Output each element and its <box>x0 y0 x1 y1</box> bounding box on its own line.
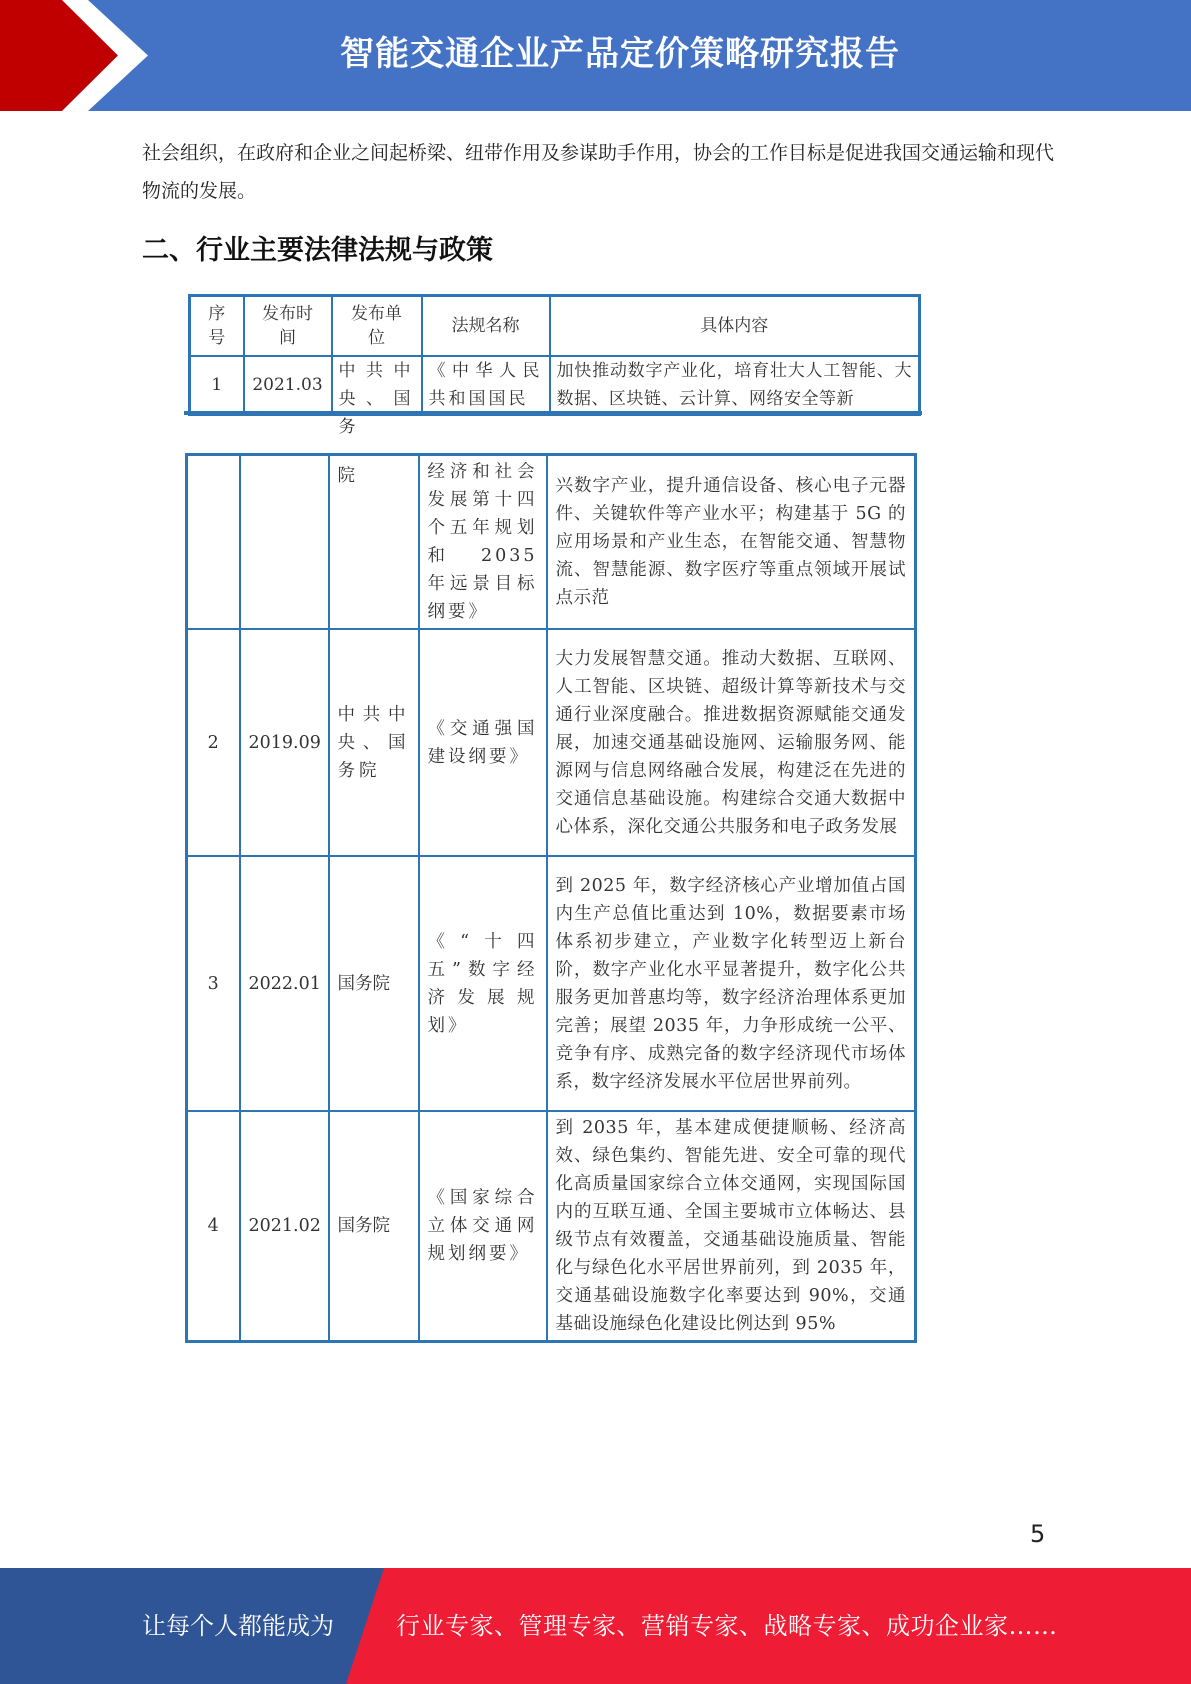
cell-content-text: 加快推动数字产业化，培育壮大人工智能、大数据、区块链、云计算、网络安全等新 <box>556 360 912 409</box>
cell-name: 《交通强国建设纲要》 <box>419 629 547 856</box>
section-heading: 二、行业主要法律法规与政策 <box>142 235 493 266</box>
header-chevron-decoration <box>0 0 160 111</box>
cell-date: 2019.09 <box>240 629 329 856</box>
cell-seq: 4 <box>187 1111 240 1342</box>
table-row <box>187 1111 916 1342</box>
footer-slogan-left: 让每个人都能成为 <box>142 1612 334 1640</box>
cell-seq: 3 <box>187 856 240 1111</box>
page-number: 5 <box>1030 1520 1046 1548</box>
cell-seq <box>190 356 244 415</box>
cell-date: 2021.02 <box>240 1111 329 1342</box>
cell-content: 兴数字产业，提升通信设备、核心电子元器件、关键软件等产业水平；构建基于 5G 的应用场景和产业生态，在智能交通、智慧物流、智慧能源、数字医疗等重点领域开展试点示范 <box>547 455 916 630</box>
col-header-seq: 序号 <box>190 296 244 356</box>
cell-seq: 2 <box>187 629 240 856</box>
cell-content: 到 2025 年，数字经济核心产业增加值占国内生产总值比重达到 10%，数据要素市场体系初步建立，产业数字化转型迈上新台阶，数字产业化水平显著提升，数字化公共服务更加普惠均等，数字经济治理体系更加完善；展望 2035 年，力争形成统一公平、竞争有序、成熟完备的数字经济现代市场体系，数字经济发展水平位居世界前列。 <box>547 856 916 1111</box>
regulations-table-part1 <box>188 294 921 437</box>
table-row <box>190 356 920 415</box>
cell-date-text: 2021.03 <box>252 374 323 395</box>
cell-name: 经济和社会发展第十四个五年规划和 2035 年远景目标纲要》 <box>419 455 547 630</box>
report-title: 智能交通企业产品定价策略研究报告 <box>340 34 900 74</box>
table-row <box>187 856 916 1111</box>
cell-seq-text: 1 <box>211 374 223 395</box>
col-header-name: 法规名称 <box>422 296 550 356</box>
intro-paragraph: 社会组织，在政府和企业之间起桥梁、纽带作用及参谋助手作用，协会的工作目标是促进我国交通运输和现代物流的发展。 <box>142 142 1055 202</box>
cell-issuer: 国务院 <box>329 856 419 1111</box>
cell-date <box>244 356 332 415</box>
table-part1-bottom-border <box>184 411 922 415</box>
cell-issuer <box>332 356 422 437</box>
cell-seq <box>187 455 240 630</box>
page-header <box>0 0 1191 111</box>
table-header-row <box>190 296 920 356</box>
cell-name: 《“十四五”数字经济发展规划》 <box>419 856 547 1111</box>
regulations-table-part2 <box>185 453 917 1343</box>
cell-name <box>422 356 550 415</box>
cell-issuer: 中共中央、国务院 <box>329 629 419 856</box>
cell-content <box>550 356 920 415</box>
page-footer <box>0 1568 1191 1684</box>
cell-content: 大力发展智慧交通。推动大数据、互联网、人工智能、区块链、超级计算等新技术与交通行业深度融合。推进数据资源赋能交通发展，加速交通基础设施网、运输服务网、能源网与信息网络融合发展，构建泛在先进的交通信息基础设施。构建综合交通大数据中心体系，深化交通公共服务和电子政务发展 <box>547 629 916 856</box>
col-header-content: 具体内容 <box>550 296 920 356</box>
cell-issuer: 国务院 <box>329 1111 419 1342</box>
footer-slogan-right: 行业专家、管理专家、营销专家、战略专家、成功企业家…… <box>396 1612 1058 1640</box>
col-header-date: 发布时间 <box>244 296 332 356</box>
cell-date: 2022.01 <box>240 856 329 1111</box>
table-row-continuation <box>187 455 916 630</box>
col-header-issuer: 发布单位 <box>332 296 422 356</box>
cell-name: 《国家综合立体交通网规划纲要》 <box>419 1111 547 1342</box>
cell-date <box>240 455 329 630</box>
cell-issuer-text: 中共中央、国务 <box>338 360 415 437</box>
cell-content: 到 2035 年，基本建成便捷顺畅、经济高效、绿色集约、智能先进、安全可靠的现代化高质量国家综合立体交通网，实现国际国内的互联互通、全国主要城市立体畅达、县级节点有效覆盖，交通基础设施质量、智能化与绿色化水平居世界前列，到 2035 年，交通基础设施数字化率要达到 90%，交通基础设施绿色化建设比例达到 95% <box>547 1111 916 1342</box>
cell-name-text: 《中华人民共和国国民 <box>428 360 543 409</box>
table-row <box>187 629 916 856</box>
cell-issuer: 院 <box>329 455 419 630</box>
